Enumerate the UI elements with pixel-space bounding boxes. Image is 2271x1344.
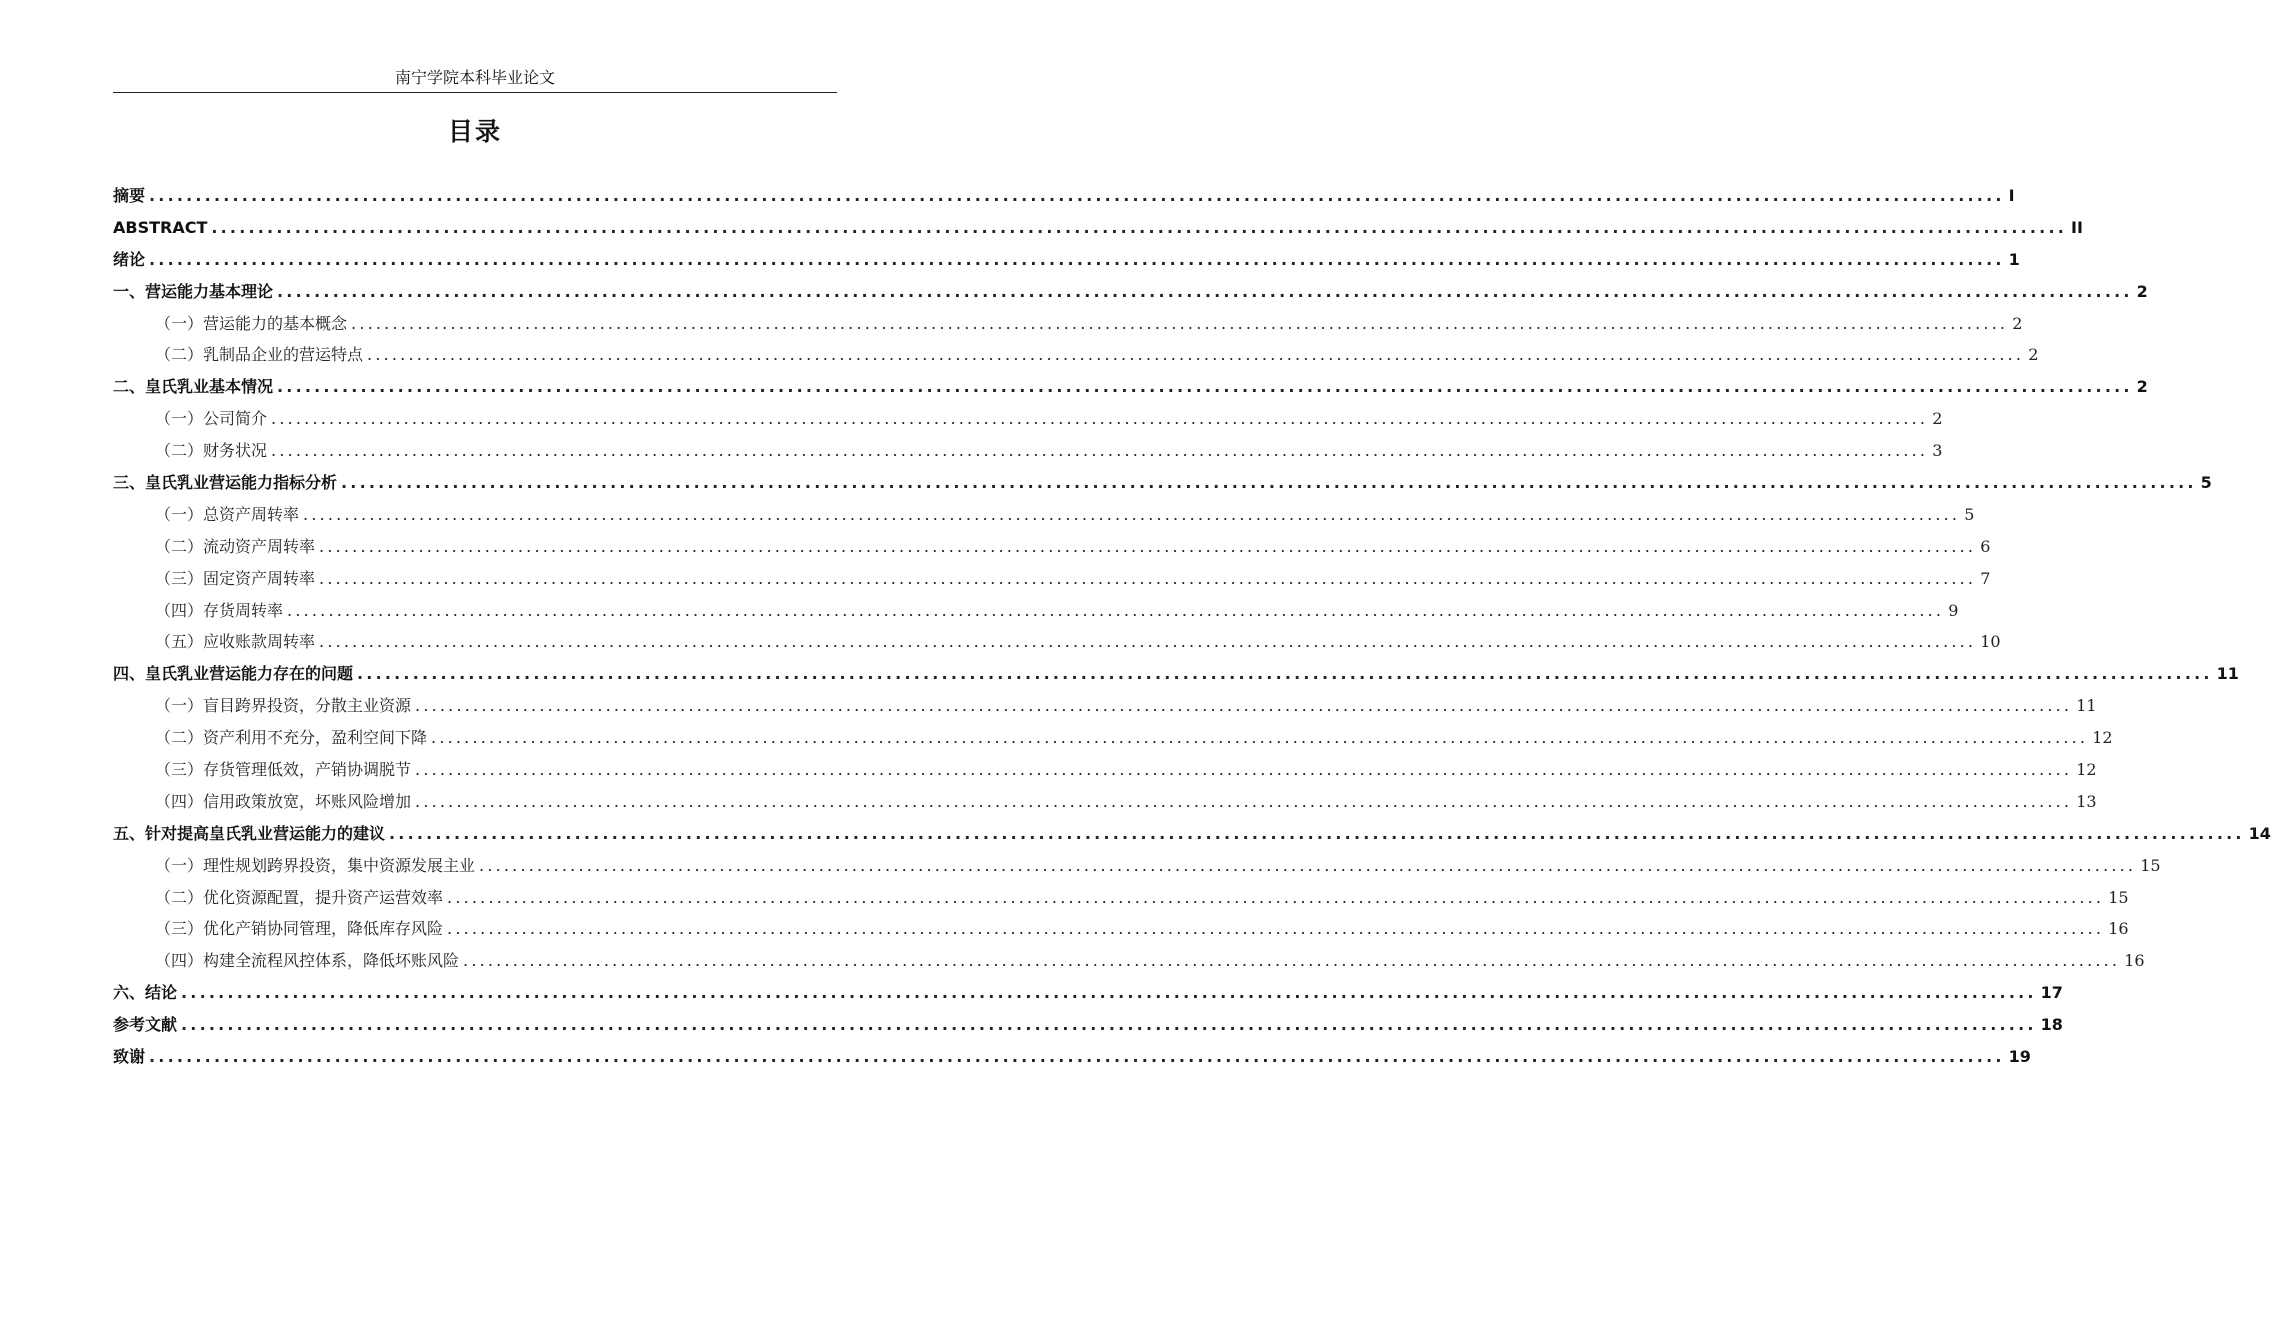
toc-entry-number: （一） [155, 855, 204, 875]
toc-entry-page-number: I [2008, 186, 2015, 205]
toc-entry-number: （一） [155, 696, 204, 716]
toc-entry-page-number: 10 [1980, 632, 2001, 652]
toc-entry[interactable] [113, 531, 1991, 563]
toc-entry-number: （三） [155, 760, 204, 780]
toc-entry-page-number: 7 [1980, 568, 1991, 588]
toc-entry-page-number: II [2071, 217, 2083, 237]
toc-entry-page-number: 2 [2012, 313, 2023, 333]
toc-entry-page-number: 18 [2040, 1015, 2063, 1035]
toc-entry-label: 资产利用不充分，盈利空间下降 [203, 728, 428, 748]
toc-entry-page-number: 1 [2008, 249, 2020, 269]
toc-entry-number: 五、 [113, 823, 146, 843]
dot-leader: ........................................................................................................................................................................................................ [271, 409, 1929, 429]
dot-leader: ........................................................................................................................................................................................................ [389, 823, 2245, 843]
toc-entry-page-number: 2 [2028, 345, 2039, 365]
dot-leader: ........................................................................................................................................................................................................ [319, 632, 1977, 652]
toc-entry-page-number: 19 [2008, 1047, 2031, 1067]
toc-entry-page-number: 15 [2108, 887, 2129, 907]
toc-entry-page-number: 16 [2124, 951, 2145, 971]
toc-entry-page-number: 13 [2076, 791, 2097, 811]
toc-entry[interactable] [113, 945, 2145, 977]
toc-entry[interactable] [113, 499, 1975, 531]
toc-entry-label: 优化产销协同管理，降低库存风险 [203, 919, 444, 939]
toc-entry-number: 一、 [113, 281, 146, 301]
toc-entry-label: 营运能力的基本概念 [203, 313, 348, 333]
toc-entry[interactable] [113, 339, 2039, 371]
toc-entry-number: （三） [155, 568, 204, 588]
toc-entry[interactable] [113, 690, 2097, 722]
table-of-contents [113, 180, 2271, 1073]
dot-leader: ........................................................................................................................................................................................................ [447, 919, 2105, 939]
toc-entry-page-number: 15 [2140, 855, 2161, 875]
toc-entry-label: 财务状况 [203, 441, 268, 461]
toc-entry-number: （一） [155, 409, 204, 429]
toc-entry[interactable] [113, 403, 1943, 435]
toc-entry-page-number: 17 [2040, 983, 2063, 1003]
toc-entry-page-number: 11 [2216, 664, 2239, 684]
dot-leader: ........................................................................................................................................................................................................ [351, 313, 2009, 333]
dot-leader: ........................................................................................................................................................................................................ [149, 249, 2005, 269]
toc-entry-page-number: 2 [1932, 409, 1943, 429]
toc-entry-number: （二） [155, 536, 204, 556]
dot-leader: ........................................................................................................................................................................................................ [181, 983, 2037, 1003]
toc-entry-label: 信用政策放宽，坏账风险增加 [203, 791, 412, 811]
toc-title: 目录 [447, 117, 502, 146]
dot-leader: ........................................................................................................................................................................................................ [479, 855, 2137, 875]
toc-entry-label: 总资产周转率 [203, 504, 300, 524]
toc-entry[interactable] [113, 658, 2239, 690]
toc-entry[interactable] [113, 977, 2063, 1009]
toc-entry-number: （三） [155, 919, 204, 939]
dot-leader: ........................................................................................................................................................................................................ [415, 791, 2073, 811]
dot-leader: ........................................................................................................................................................................................................ [463, 951, 2121, 971]
dot-leader: ........................................................................................................................................................................................................ [431, 728, 2089, 748]
toc-entry-label: 盲目跨界投资，分散主业资源 [203, 696, 412, 716]
dot-leader: ........................................................................................................................................................................................................ [341, 473, 2197, 493]
dot-leader: ........................................................................................................................................................................................................ [211, 217, 2067, 237]
toc-entry-number: 三、 [113, 473, 146, 493]
toc-entry-number: （二） [155, 728, 204, 748]
toc-entry[interactable] [113, 212, 2083, 244]
toc-entry-number: 二、 [113, 377, 146, 397]
dot-leader: ........................................................................................................................................................................................................ [149, 1047, 2005, 1067]
toc-entry-page-number: 14 [2248, 823, 2271, 843]
toc-entry-label: 结论 [145, 983, 178, 1003]
toc-entry-number: （二） [155, 441, 204, 461]
dot-leader: ........................................................................................................................................................................................................ [447, 887, 2105, 907]
toc-entry[interactable] [113, 595, 1959, 627]
toc-entry-page-number: 16 [2108, 919, 2129, 939]
toc-entry[interactable] [113, 850, 2161, 882]
dot-leader: ........................................................................................................................................................................................................ [415, 696, 2073, 716]
toc-entry-page-number: 11 [2076, 696, 2097, 716]
toc-entry[interactable] [113, 722, 2113, 754]
toc-entry-page-number: 2 [2136, 377, 2148, 397]
toc-entry[interactable] [113, 435, 1943, 467]
toc-entry-label: 应收账款周转率 [203, 632, 316, 652]
toc-entry[interactable] [113, 467, 2212, 499]
toc-entry[interactable] [113, 1009, 2063, 1041]
toc-entry-label: 构建全流程风控体系，降低坏账风险 [203, 951, 460, 971]
toc-entry-number: （四） [155, 791, 204, 811]
dot-leader: ........................................................................................................................................................................................................ [181, 1015, 2037, 1035]
toc-entry[interactable] [113, 563, 1991, 595]
toc-entry-label: ABSTRACT [113, 217, 208, 237]
dot-leader: ........................................................................................................................................................................................................ [287, 600, 1945, 620]
toc-entry-number: 四、 [113, 664, 146, 684]
toc-entry-label: 存货周转率 [203, 600, 284, 620]
dot-leader: ........................................................................................................................................................................................................ [271, 441, 1929, 461]
toc-entry-label: 皇氏乳业营运能力指标分析 [145, 473, 338, 493]
toc-entry[interactable] [113, 276, 2148, 308]
toc-entry-page-number: 6 [1980, 536, 1991, 556]
toc-entry-page-number: 2 [2136, 281, 2148, 301]
toc-entry-label: 摘要 [113, 186, 146, 205]
toc-entry-page-number: 5 [2200, 473, 2212, 493]
toc-entry-number: （二） [155, 345, 204, 365]
toc-entry[interactable] [113, 754, 2097, 786]
toc-entry-label: 固定资产周转率 [203, 568, 316, 588]
dot-leader: ........................................................................................................................................................................................................ [357, 664, 2213, 684]
dot-leader: ........................................................................................................................................................................................................ [149, 186, 2005, 205]
toc-entry[interactable] [113, 786, 2097, 818]
toc-entry[interactable] [113, 1041, 2031, 1073]
toc-entry-label: 优化资源配置，提升资产运营效率 [203, 887, 444, 907]
toc-entry-number: （二） [155, 887, 204, 907]
toc-entry-label: 皇氏乳业基本情况 [145, 377, 274, 397]
toc-entry-number: （一） [155, 504, 204, 524]
toc-entry-label: 存货管理低效，产销协调脱节 [203, 760, 412, 780]
dot-leader: ........................................................................................................................................................................................................ [319, 536, 1977, 556]
dot-leader: ........................................................................................................................................................................................................ [303, 504, 1961, 524]
toc-entry-label: 理性规划跨界投资，集中资源发展主业 [203, 855, 476, 875]
dot-leader: ........................................................................................................................................................................................................ [367, 345, 2025, 365]
toc-entry-page-number: 5 [1964, 504, 1975, 524]
toc-entry-page-number: 12 [2092, 728, 2113, 748]
toc-entry[interactable] [113, 371, 2148, 403]
toc-entry-label: 针对提高皇氏乳业营运能力的建议 [145, 823, 386, 843]
toc-entry-number: （五） [155, 632, 204, 652]
toc-entry[interactable] [113, 882, 2129, 914]
toc-entry[interactable] [113, 626, 2001, 658]
toc-entry-number: 六、 [113, 983, 146, 1003]
toc-entry-label: 绪论 [113, 249, 146, 269]
toc-entry-label: 皇氏乳业营运能力存在的问题 [145, 664, 354, 684]
dot-leader: ........................................................................................................................................................................................................ [415, 760, 2073, 780]
toc-entry-label: 致谢 [113, 1047, 146, 1067]
toc-entry-label: 乳制品企业的营运特点 [203, 345, 364, 365]
toc-entry[interactable] [113, 244, 2020, 276]
toc-entry[interactable] [113, 913, 2129, 945]
toc-entry-page-number: 3 [1932, 441, 1943, 461]
toc-entry-label: 参考文献 [113, 1015, 178, 1035]
dot-leader: ........................................................................................................................................................................................................ [319, 568, 1977, 588]
toc-entry[interactable] [113, 818, 2271, 850]
toc-entry-page-number: 9 [1948, 600, 1959, 620]
toc-entry[interactable] [113, 308, 2023, 340]
toc-entry-number: （一） [155, 313, 204, 333]
toc-entry-label: 营运能力基本理论 [145, 281, 274, 301]
running-header: 南宁学院本科毕业论文 [113, 66, 837, 93]
toc-entry-number: （四） [155, 600, 204, 620]
toc-entry-label: 流动资产周转率 [203, 536, 316, 556]
toc-entry-number: （四） [155, 951, 204, 971]
dot-leader: ........................................................................................................................................................................................................ [277, 281, 2133, 301]
toc-entry-label: 公司简介 [203, 409, 268, 429]
toc-entry[interactable] [113, 180, 2015, 212]
dot-leader: ........................................................................................................................................................................................................ [277, 377, 2133, 397]
toc-entry-page-number: 12 [2076, 760, 2097, 780]
